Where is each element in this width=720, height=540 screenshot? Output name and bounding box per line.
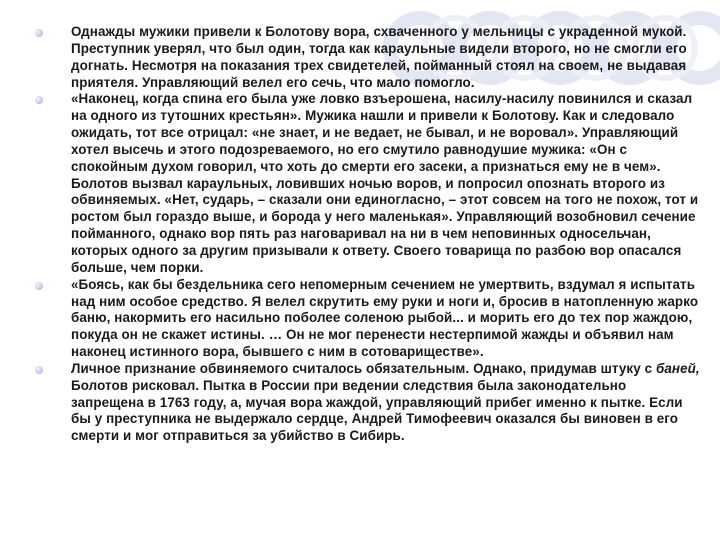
bullet-text-part: Личное признание обвиняемого считалось обязательным. Однако, придумав штуку с bbox=[71, 360, 656, 376]
bullet-list bbox=[0, 24, 700, 445]
bullet-text-part: Болотов рисковал. Пытка в России при ведении следствия была законодательно запрещена в 1763 году, а, мучая вора жаждой, управляющий прибег именно к пытке. Если бы у преступника не выдержало сердце, Андрей Тимофеевич оказался бы виновен в его смерти и мог отправиться за убийство в Сибирь. bbox=[71, 377, 683, 444]
bullet-text-italic: баней, bbox=[655, 360, 700, 376]
bullet-item bbox=[0, 361, 700, 445]
bullet-text: «Боясь, как бы бездельника сего непомерным сечением не умертвить, вздумал я испытать над ним особое средство. Я велел скрутить ему руки и ноги и, бросив в натопленную жарко баню, накормить его насильно поболее соленою рыбой... и морить его до тех пор жаждою, покуда он не скажет истины. … Он не мог перенести нестерпимой жажды и объявил нам наконец истинного вора, бывшего с ним в сотовариществе». bbox=[71, 276, 699, 360]
bullet-icon bbox=[35, 96, 43, 104]
bullet-icon bbox=[35, 282, 43, 290]
bullet-item bbox=[0, 277, 700, 361]
bullet-icon bbox=[35, 29, 43, 37]
bullet-text: «Наконец, когда спина его была уже ловко взъерошена, насилу-насилу повинился и сказал на одного из тутошних крестьян». Мужика нашли и привели к Болотову. Как и следовало ожидать, тот все отрицал: «не знает, и не ведает, не бывал, и не воровал». Управляющий хотел высечь и этого подозреваемого, но его смутило равнодушие мужика: «Он с спокойным духом говорил, что хоть до смерти его засеки, а признаться ему не в чем». Болотов вызвал караульных, ловивших ночью воров, и попросил опознать второго из обвиняемых. «Нет, сударь, – сказали они единогласно, – этот совсем на того не похож, тот и ростом был гораздо выше, и борода у него маленькая». Управляющий возобновил сечение пойманного, однако вор пять раз наговаривал на ни в чем неповинных односельчан, которых одного за другим призывали к ответу. Своего товарища по разбою вор опасался больше, чем порки. bbox=[71, 91, 699, 275]
bullet-item bbox=[0, 24, 700, 91]
bullet-text bbox=[71, 361, 700, 445]
bullet-icon bbox=[35, 366, 43, 374]
bullet-text: Однажды мужики привели к Болотову вора, схваченного у мельницы с украденной мукой. Преступник уверял, что был один, тогда как караульные видели второго, но не смогли его догнать. Несмотря на показания трех свидетелей, пойманный стоял на своем, не выдавая приятеля. Управляющий велел его сечь, что мало помогло. bbox=[71, 24, 687, 90]
bullet-item bbox=[0, 91, 700, 276]
